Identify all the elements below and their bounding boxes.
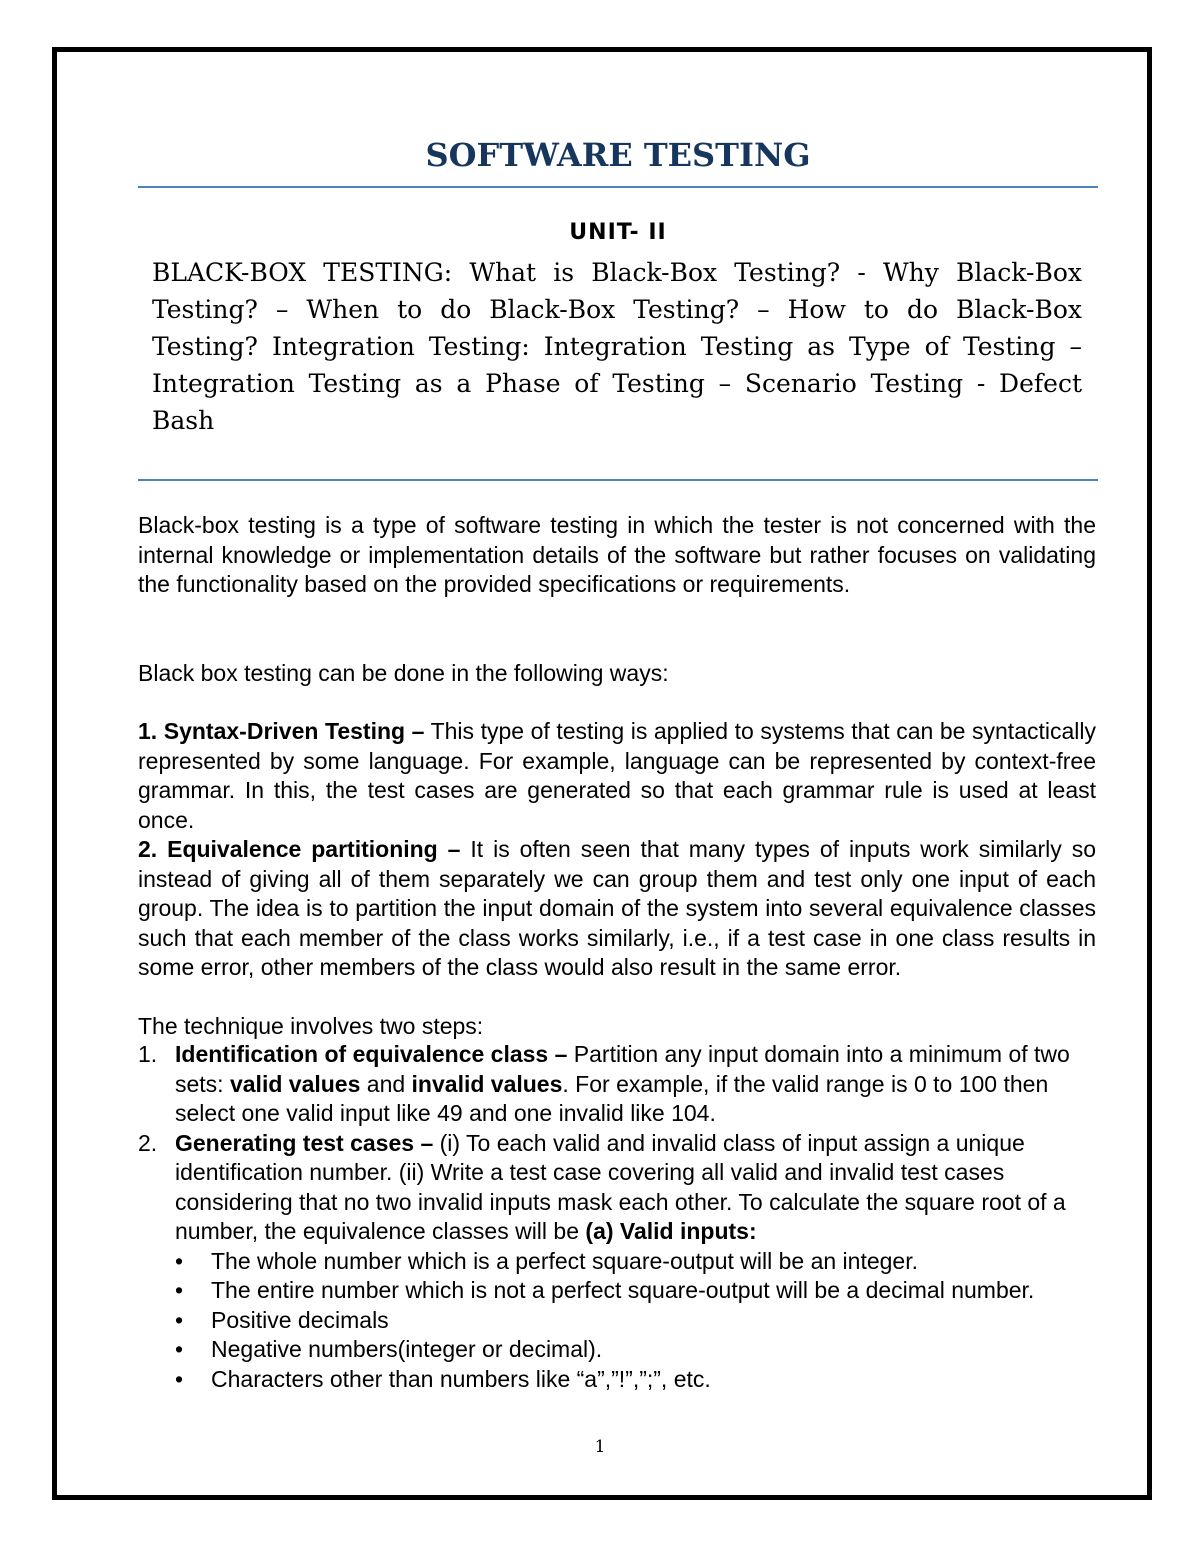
section-heading: 2. Equivalence partitioning – xyxy=(138,836,461,862)
steps-intro: The technique involves two steps: xyxy=(138,1013,484,1039)
unit-topics: BLACK-BOX TESTING: What is Black-Box Testing? - Why Black-Box Testing? – When to do Black-Box Testing? – How to do Black-Box Testing? Integration Testing: Integration Testing as Type of Testing – Integration Testing as a Phase of Testing – Scenario Testing - Defect Bash xyxy=(152,258,1082,435)
bullet-text: Characters other than numbers like “a”,”!”,”;”, etc. xyxy=(211,1365,711,1392)
section-text: This type of testing is applied to systems that can be syntactically represented by some language. For example, language can be represented by context-free grammar. In this, the test cases are generated so that each grammar rule is used at least once. xyxy=(138,718,1096,833)
bullet-text: Negative numbers(integer or decimal). xyxy=(211,1336,603,1362)
section-syntax-driven xyxy=(138,717,1096,835)
list-item xyxy=(138,1040,1096,1129)
step-number: 2. xyxy=(138,1129,158,1156)
bullet-text: The whole number which is a perfect square-output will be an integer. xyxy=(211,1247,919,1274)
step-heading: Generating test cases – xyxy=(175,1129,434,1156)
list-item xyxy=(138,1129,1096,1395)
section-text: It is often seen that many types of inputs work similarly so instead of giving all of them separately we can group them and test only one input of each group. The idea is to partition the input domain of the system into several equivalence classes such that each member of the class works similarly, i.e., if a test case in one class results in some error, other members of the class would also result in the same error. xyxy=(138,836,1096,980)
section-equivalence-partitioning xyxy=(138,835,1096,983)
step-text: Partition any input domain into a minimum of two sets: xyxy=(175,1041,1070,1097)
step-text: . For example, if the valid range is 0 to 100 then select one valid input like 49 and one invalid like 104. xyxy=(175,1070,1049,1126)
intro-paragraph: Black-box testing is a type of software testing in which the tester is not concerned with the internal knowledge or implementation details of the software but rather focuses on validating the functionality based on the provided specifications or requirements. xyxy=(138,512,1096,597)
step-heading: Identification of equivalence class – xyxy=(175,1041,568,1067)
list-item xyxy=(175,1247,1096,1277)
step-text: and xyxy=(360,1070,412,1097)
list-item xyxy=(175,1365,1096,1395)
bullet-text: Positive decimals xyxy=(211,1306,389,1333)
step-bold: (a) Valid inputs: xyxy=(585,1218,757,1244)
bullet-icon: • xyxy=(175,1306,184,1333)
step-bold: invalid values xyxy=(411,1070,563,1097)
page-number: 1 xyxy=(594,1437,606,1457)
bullet-text: The entire number which is not a perfect square-output will be a decimal number. xyxy=(211,1277,1035,1303)
step-text: (i) To each valid and invalid class of input assign a unique identification number. (ii) Write a test case covering all valid and invalid test cases considering that no two invalid inputs mask each other. To calculate the square root of a number, the equivalence classes will be xyxy=(175,1129,1066,1244)
topics-divider xyxy=(138,479,1098,481)
unit-heading: UNIT- II xyxy=(569,220,667,245)
steps-list xyxy=(138,1040,1096,1394)
bullet-icon: • xyxy=(175,1247,184,1274)
page-title: SOFTWARE TESTING xyxy=(425,136,811,174)
bullet-icon: • xyxy=(175,1277,184,1303)
section-heading: 1. Syntax-Driven Testing – xyxy=(138,718,425,744)
step-bold: valid values xyxy=(229,1070,361,1097)
ways-intro: Black box testing can be done in the following ways: xyxy=(138,660,669,686)
list-item xyxy=(175,1306,1096,1336)
valid-inputs-list xyxy=(175,1247,1096,1395)
list-item xyxy=(175,1276,1096,1306)
title-divider xyxy=(138,186,1098,188)
list-item xyxy=(175,1335,1096,1365)
bullet-icon: • xyxy=(175,1365,184,1392)
step-number: 1. xyxy=(138,1041,158,1067)
bullet-icon: • xyxy=(175,1336,184,1362)
